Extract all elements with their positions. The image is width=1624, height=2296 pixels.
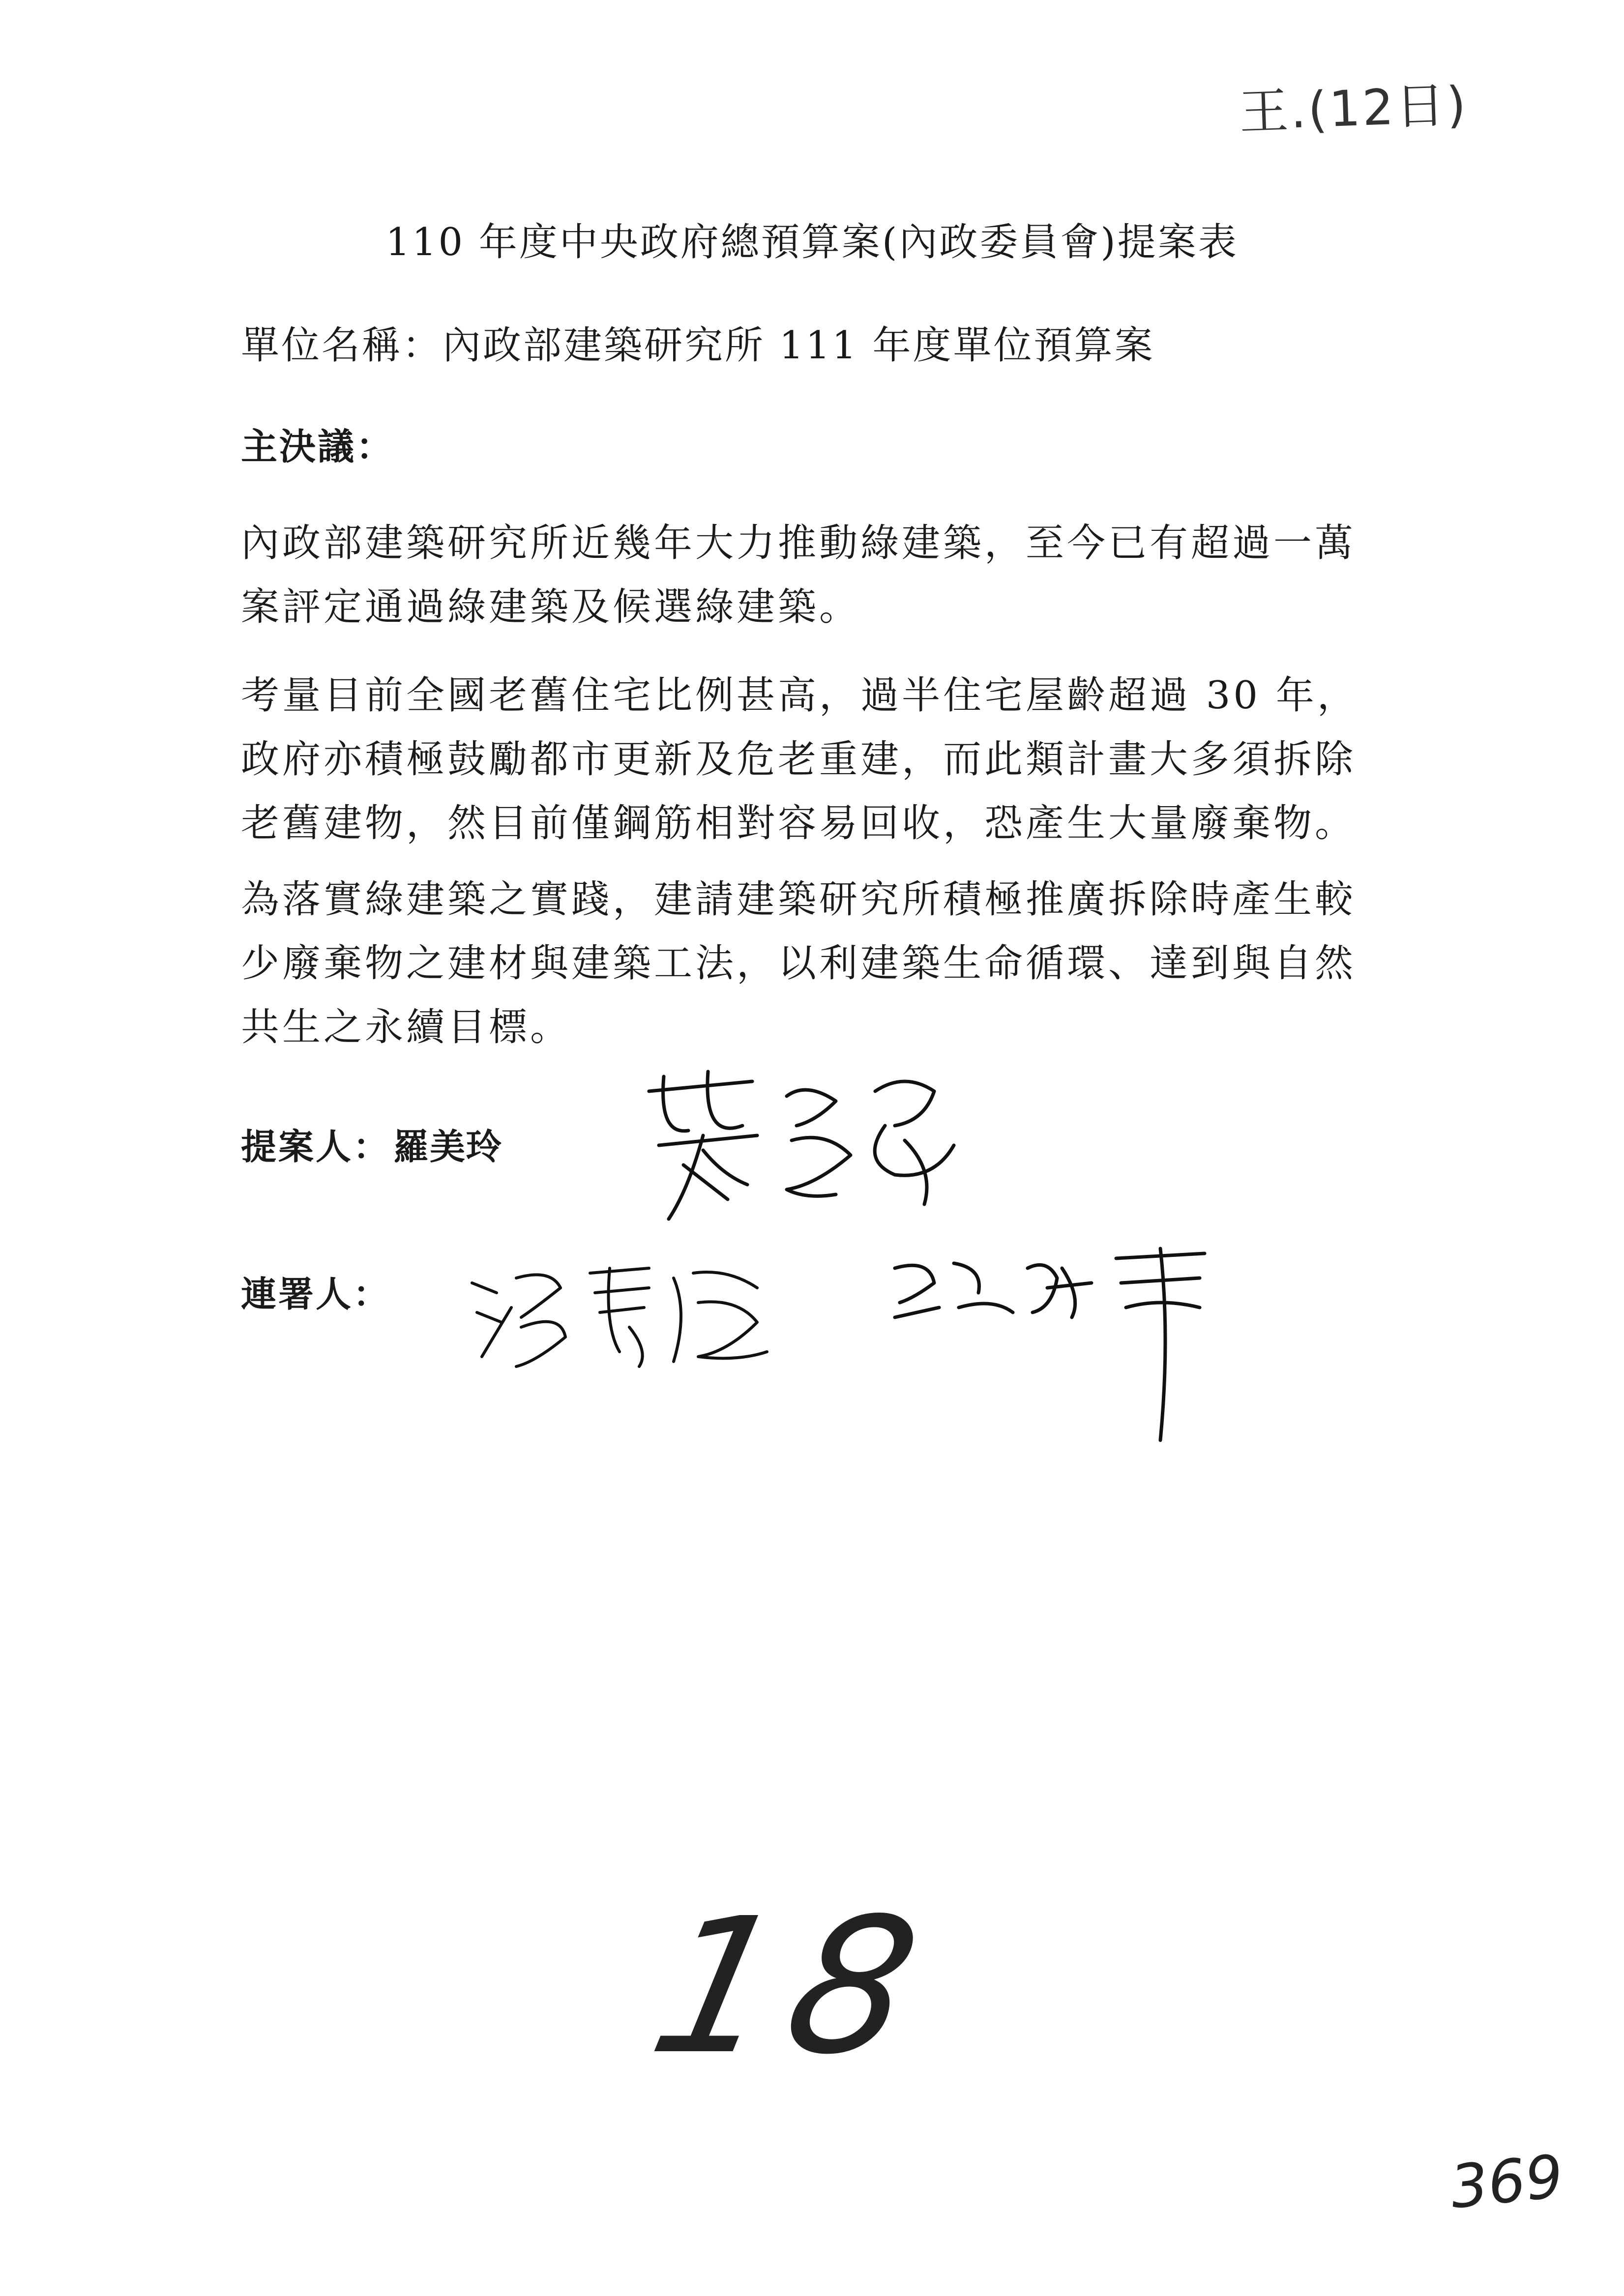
unit-name-line: 單位名稱：內政部建築研究所 111 年度單位預算案: [241, 323, 1155, 368]
resolution-label: 主決議：: [241, 426, 394, 468]
paragraph-3: 為落實綠建築之實踐，建請建築研究所積極推廣拆除時產生較少廢棄物之建材與建築工法，以利建築生命循環、達到與自然共生之永續目標。: [241, 877, 1357, 1049]
handwritten-number: 18: [635, 1878, 949, 2095]
handwritten-corner-mark: 王.(12日): [1238, 75, 1469, 142]
page-number: 369: [1447, 2142, 1566, 2222]
paragraph-2: 考量目前全國老舊住宅比例甚高，過半住宅屋齡超過 30 年，政府亦積極鼓勵都市更新及危老重建，而此類計畫大多須拆除老舊建物，然目前僅鋼筋相對容易回收，恐產生大量廢棄物。: [241, 673, 1358, 845]
document-title: 110 年度中央政府總預算案(內政委員會)提案表: [385, 220, 1239, 264]
proposer-signature: [629, 1062, 974, 1224]
cosigner-signature-1: [462, 1253, 777, 1371]
cosigner-label: 連署人：: [241, 1274, 391, 1315]
cosigner-signature-2: [885, 1239, 1219, 1445]
proposer-label: 提案人：: [241, 1126, 391, 1167]
proposer-name: 羅美玲: [393, 1126, 503, 1167]
paragraph-1: 內政部建築研究所近幾年大力推動綠建築，至今已有超過一萬案評定通過綠建築及候選綠建築。: [241, 521, 1357, 629]
